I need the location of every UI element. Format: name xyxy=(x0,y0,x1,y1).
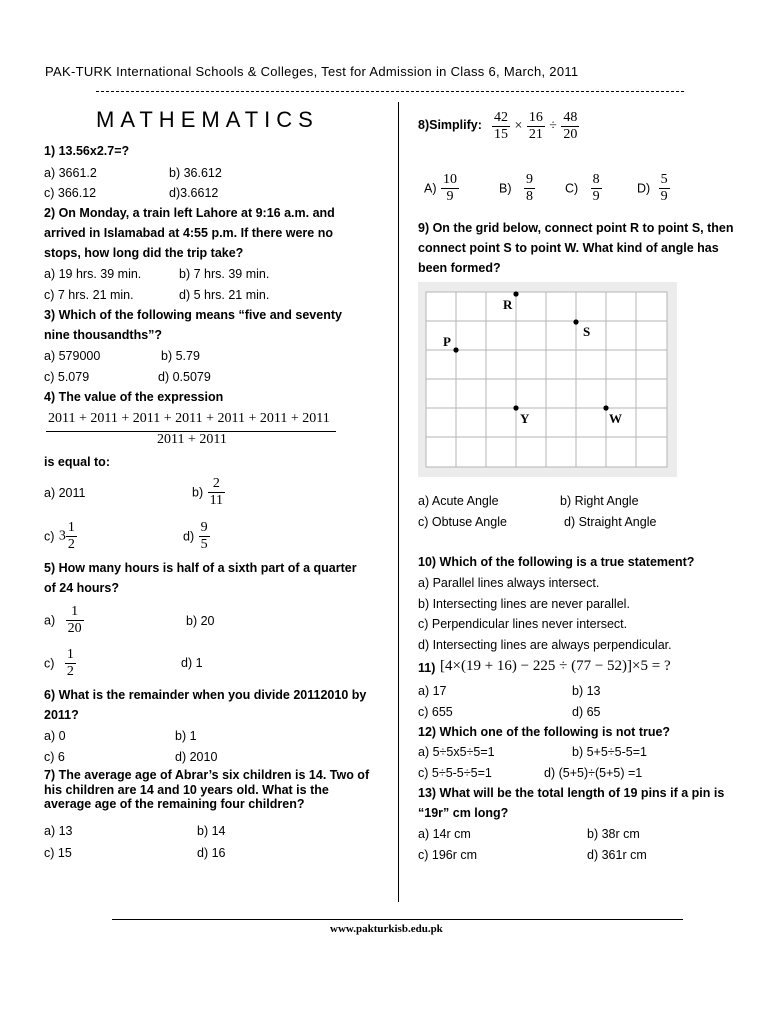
q1-option-b: b) 36.612 xyxy=(169,166,222,180)
q8-option-d-label: D) xyxy=(637,181,651,196)
q3-option-c: c) 5.079 xyxy=(44,370,90,384)
header-rule xyxy=(96,91,684,92)
q5-option-b: b) 20 xyxy=(186,614,215,628)
q8-option-d-fraction: $\frac{5}{9}$ xyxy=(660,172,668,204)
q2-line3: stops, how long did the trip take? xyxy=(44,246,244,260)
q11-expression: [4×(19 + 16) − 225 ÷ (77 − 52)]×5 = ? xyxy=(440,658,671,674)
q4-option-c-whole: 3 xyxy=(58,528,66,544)
q3-line2: nine thousandths”? xyxy=(44,328,163,342)
column-divider xyxy=(398,102,399,902)
q8-fraction-2: $\frac{16}{21}$ xyxy=(528,110,543,142)
q4-option-c-label: c) xyxy=(44,529,55,544)
q2-option-d: d) 5 hrs. 21 min. xyxy=(179,288,270,302)
q9-grid-lines xyxy=(418,282,677,477)
q11-option-a: a) 17 xyxy=(418,684,447,698)
q8-option-b-label: B) xyxy=(499,181,512,196)
q7-option-c: c) 15 xyxy=(44,846,72,860)
q9-line2: connect point S to point W. What kind of angle has xyxy=(418,241,719,255)
q13-option-b: b) 38r cm xyxy=(587,827,640,841)
q4-line1: 4) The value of the expression xyxy=(44,390,224,404)
q13-line2: “19r” cm long? xyxy=(418,806,509,820)
q9-point-r xyxy=(513,291,518,296)
q12-option-a: a) 5÷5x5÷5=1 xyxy=(418,745,495,759)
q8-expression xyxy=(492,110,579,143)
q8-option-b xyxy=(499,172,535,205)
q9-label-w: W xyxy=(609,411,622,426)
q8-option-c xyxy=(565,172,602,205)
q11-option-c: c) 655 xyxy=(418,705,453,719)
q3-option-b: b) 5.79 xyxy=(161,349,200,363)
q13-option-a: a) 14r cm xyxy=(418,827,471,841)
q5-option-a-label: a) xyxy=(44,613,56,628)
subject-title: MATHEMATICS xyxy=(96,107,319,132)
q12-line1: 12) Which one of the following is not true? xyxy=(418,725,671,739)
q9-line3: been formed? xyxy=(418,261,501,275)
q4-option-c xyxy=(44,520,77,553)
q11-label: 11) xyxy=(418,661,436,675)
q4-option-d xyxy=(183,520,210,553)
q8-option-c-label: C) xyxy=(565,181,579,196)
q8-label: 8)Simplify: xyxy=(418,118,482,132)
q1-option-c: c) 366.12 xyxy=(44,186,97,200)
q4-option-a: a) 2011 xyxy=(44,486,86,500)
q5-option-a-fraction: $\frac{1}{20}$ xyxy=(67,604,82,636)
q8-option-d xyxy=(637,172,670,205)
q9-label-p: P xyxy=(443,334,451,349)
q4-option-b xyxy=(192,476,225,509)
q9-option-d: d) Straight Angle xyxy=(564,515,657,529)
q13-option-d: d) 361r cm xyxy=(587,848,647,862)
q9-point-w xyxy=(603,405,608,410)
q10-option-b: b) Intersecting lines are never parallel. xyxy=(418,597,630,611)
q6-option-a: a) 0 xyxy=(44,729,66,743)
q8-option-a xyxy=(424,172,459,205)
q9-option-a: a) Acute Angle xyxy=(418,494,499,508)
q8-option-c-fraction: $\frac{8}{9}$ xyxy=(592,172,600,204)
q12-option-d: d) (5+5)÷(5+5) =1 xyxy=(544,766,643,780)
q9-point-y xyxy=(513,405,518,410)
q4-option-b-fraction: $\frac{2}{11}$ xyxy=(209,476,224,508)
q3-option-a: a) 579000 xyxy=(44,349,101,363)
q9-option-c: c) Obtuse Angle xyxy=(418,515,507,529)
q10-option-c: c) Perpendicular lines never intersect. xyxy=(418,617,628,631)
q9-label-r: R xyxy=(503,297,513,312)
q7-line1: 7) The average age of Abrar’s six children is 14. Two of xyxy=(44,768,370,782)
q8-op-2: ÷ xyxy=(549,118,557,134)
q5-line1: 5) How many hours is half of a sixth part of a quarter xyxy=(44,561,357,575)
q2-option-b: b) 7 hrs. 39 min. xyxy=(179,267,270,281)
q9-point-p xyxy=(453,347,458,352)
q13-line1: 13) What will be the total length of 19 pins if a pin is xyxy=(418,786,725,800)
q11-option-d: d) 65 xyxy=(572,705,601,719)
q2-line1: 2) On Monday, a train left Lahore at 9:16 a.m. and xyxy=(44,206,335,220)
footer-rule xyxy=(112,919,683,920)
q10-option-a: a) Parallel lines always intersect. xyxy=(418,576,600,590)
q11-option-b: b) 13 xyxy=(572,684,601,698)
q1-option-a: a) 3661.2 xyxy=(44,166,97,180)
q4-expression-numerator: 2011 + 2011 + 2011 + 2011 + 2011 + 2011 + 2011 xyxy=(48,411,330,426)
q12-option-c: c) 5÷5-5÷5=1 xyxy=(418,766,492,780)
q7-option-d: d) 16 xyxy=(197,846,226,860)
q2-option-a: a) 19 hrs. 39 min. xyxy=(44,267,142,281)
q1-text: 1) 13.56x2.7=? xyxy=(44,144,130,158)
q7-option-b: b) 14 xyxy=(197,824,226,838)
q4-option-d-fraction: $\frac{9}{5}$ xyxy=(200,520,208,552)
q6-option-b: b) 1 xyxy=(175,729,197,743)
q9-point-s xyxy=(573,319,578,324)
q4-option-c-fraction: $\frac{1}{2}$ xyxy=(67,520,75,552)
q1-option-d: d)3.6612 xyxy=(169,186,219,200)
q9-label-s: S xyxy=(583,324,591,339)
q5-option-d: d) 1 xyxy=(181,656,203,670)
q8-fraction-3: $\frac{48}{20}$ xyxy=(563,110,578,142)
q9-label-y: Y xyxy=(520,411,530,426)
q8-fraction-1: $\frac{42}{15}$ xyxy=(494,110,508,142)
q10-line1: 10) Which of the following is a true statement? xyxy=(418,555,695,569)
q5-option-c xyxy=(44,647,76,680)
q9-line1: 9) On the grid below, connect point R to point S, then xyxy=(418,221,734,235)
q5-line2: of 24 hours? xyxy=(44,581,120,595)
q5-option-c-fraction: $\frac{1}{2}$ xyxy=(66,647,74,679)
q2-line2: arrived in Islamabad at 4:55 p.m. If there were no xyxy=(44,226,333,240)
q4-expression-denominator: 2011 + 2011 xyxy=(157,432,227,447)
q4-option-d-label: d) xyxy=(183,529,195,544)
q3-option-d: d) 0.5079 xyxy=(158,370,211,384)
q5-option-a xyxy=(44,604,84,637)
footer-url: www.pakturkisb.edu.pk xyxy=(330,923,443,935)
q4-option-b-label: b) xyxy=(192,485,204,500)
q4-line2: is equal to: xyxy=(44,455,110,469)
q9-grid xyxy=(418,282,677,477)
q6-line2: 2011? xyxy=(44,708,79,722)
q6-option-c: c) 6 xyxy=(44,750,65,764)
q6-option-d: d) 2010 xyxy=(175,750,218,764)
q6-line1: 6) What is the remainder when you divide 20112010 by xyxy=(44,688,367,702)
q8-option-a-label: A) xyxy=(424,181,437,196)
q5-option-c-label: c) xyxy=(44,656,55,671)
q12-option-b: b) 5+5÷5-5=1 xyxy=(572,745,647,759)
q8-option-b-fraction: $\frac{9}{8}$ xyxy=(525,172,533,204)
q2-option-c: c) 7 hrs. 21 min. xyxy=(44,288,134,302)
q10-option-d: d) Intersecting lines are always perpendicular. xyxy=(418,638,672,652)
q7-option-a: a) 13 xyxy=(44,824,73,838)
q7-line3: average age of the remaining four children? xyxy=(44,797,305,811)
q9-option-b: b) Right Angle xyxy=(560,494,639,508)
q3-line1: 3) Which of the following means “five and seventy xyxy=(44,308,342,322)
q8-option-a-fraction: $\frac{10}{9}$ xyxy=(442,172,457,204)
q7-line2: his children are 14 and 10 years old. What is the xyxy=(44,783,329,797)
q13-option-c: c) 196r cm xyxy=(418,848,478,862)
q8-op-1: × xyxy=(514,118,523,134)
header-title: PAK-TURK International Schools & Colleges, Test for Admission in Class 6, March, 2011 xyxy=(45,64,579,79)
